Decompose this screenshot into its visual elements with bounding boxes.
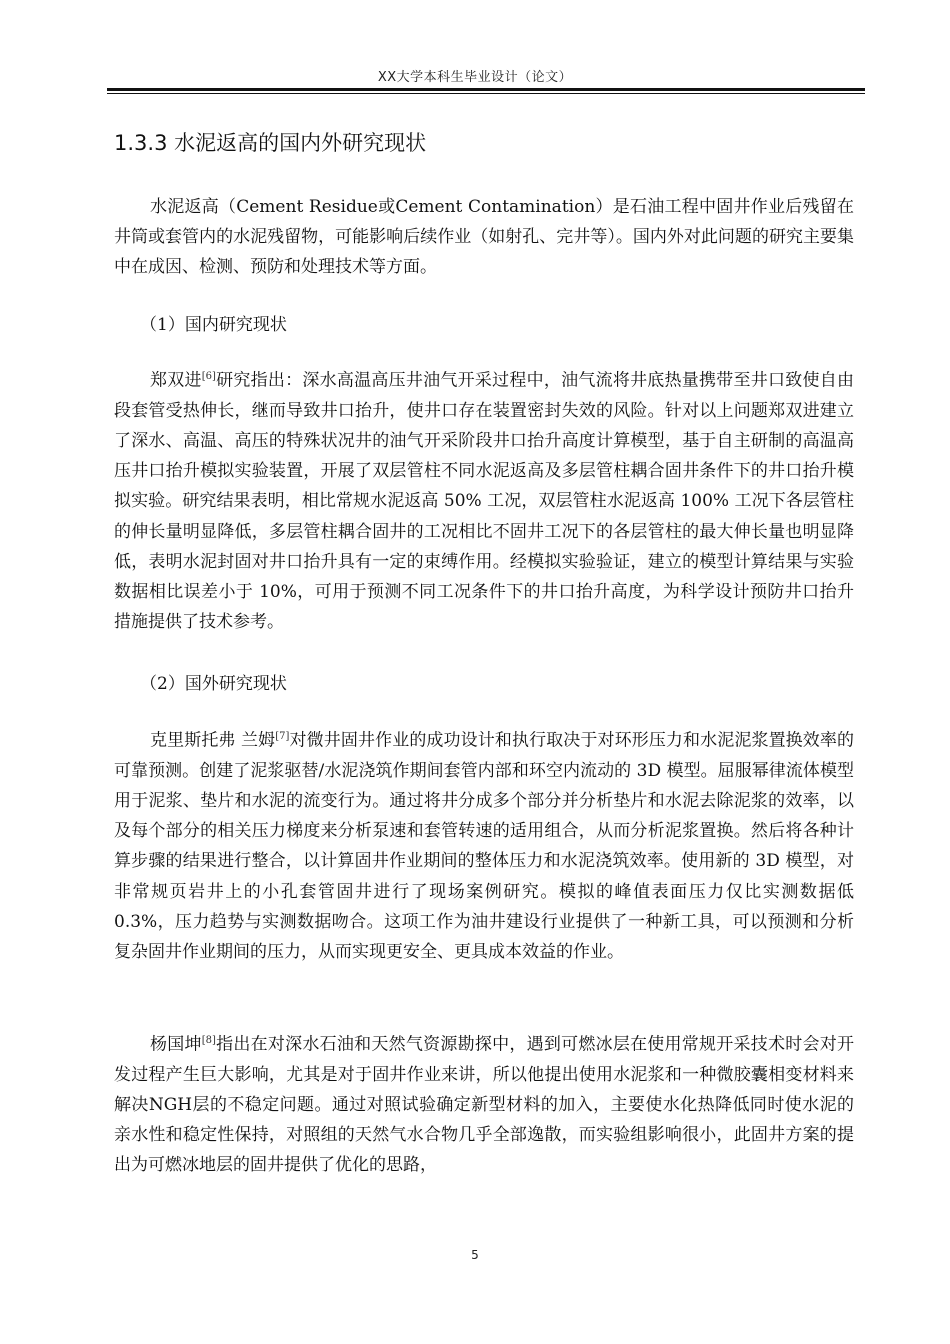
page-number: 5	[471, 1248, 479, 1262]
third-paragraph	[114, 1026, 854, 1181]
section-heading: 1.3.3 水泥返高的国内外研究现状	[114, 131, 427, 155]
intro-paragraph: 水泥返高（Cement Residue或Cement Contamination）是石油工程中固井作业后残留在井筒或套管内的水泥残留物，可能影响后续作业（如射孔、完井等）。国内外对此问题的研究主要集中在成因、检测、预防和处理技术等方面。	[114, 197, 854, 278]
header-rule-thick	[107, 88, 865, 91]
domestic-author: 郑双进	[150, 370, 202, 391]
domestic-paragraph	[114, 362, 854, 637]
third-body: 指出在对深水石油和天然气资源勘探中，遇到可燃冰层在使用常规开采技术时会对开发过程产生巨大影响，尤其是对于固井作业来讲，所以他提出使用水泥浆和一种微胶囊相变材料来解决NGH层的不稳定问题。通过对照试验确定新型材料的加入，主要使水化热降低同时使水泥的亲水性和稳定性保持，对照组的天然气水合物几乎全部逸散，而实验组影响很小，此固井方案的提出为可燃冰地层的固井提供了优化的思路，	[114, 1034, 855, 1176]
foreign-body: 对微井固井作业的成功设计和执行取决于对环形压力和水泥泥浆置换效率的可靠预测。创建了泥浆驱替/水泥浇筑作期间套管内部和环空内流动的 3D 模型。屈服幂律流体模型用于泥浆、垫片和水泥的流变行为。通过将井分成多个部分并分析垫片和水泥去除泥浆的效率，以及每个部分的相关压力梯度来分析泵速和套管转速的适用组合，从而分析泥浆置换。然后将各种计算步骤的结果进行整合，以计算固井作业期间的整体压力和水泥浇筑效率。使用新的 3D 模型，对非常规页岩井上的小孔套管固井进行了现场案例研究。模拟的峰值表面压力仅比实测数据低 0.3%，压力趋势与实测数据吻合。这项工作为油井建设行业提供了一种新工具，可以预测和分析复杂固井作业期间的压力，从而实现更安全、更具成本效益的作业。	[114, 730, 855, 963]
header-rule-thin	[107, 93, 865, 94]
running-header: XX大学本科生毕业设计（论文）	[377, 70, 573, 85]
third-author: 杨国坤	[150, 1034, 202, 1055]
foreign-paragraph	[114, 722, 854, 967]
domestic-body: 研究指出：深水高温高压井油气开采过程中，油气流将井底热量携带至井口致使自由段套管受热伸长，继而导致井口抬升，使井口存在装置密封失效的风险。针对以上问题郑双进建立了深水、高温、高压的特殊状况井的油气开采阶段井口抬升高度计算模型，基于自主研制的高温高压井口抬升模拟实验装置，开展了双层管柱不同水泥返高及多层管柱耦合固井条件下的井口抬升模拟实验。研究结果表明，相比常规水泥返高 50% 工况，双层管柱水泥返高 100% 工况下各层管柱的伸长量明显降低，多层管柱耦合固井的工况相比不固井工况下的各层管柱的最大伸长量也明显降低，表明水泥封固对井口抬升具有一定的束缚作用。经模拟实验验证，建立的模型计算结果与实验数据相比误差小于 10%，可用于预测不同工况条件下的井口抬升高度，为科学设计预防井口抬升措施提供了技术参考。	[114, 370, 855, 633]
citation-7: [7]	[275, 731, 290, 742]
citation-6: [6]	[201, 371, 216, 382]
domestic-subheading: （1）国内研究现状	[140, 315, 287, 335]
foreign-subheading: （2）国外研究现状	[140, 674, 287, 694]
citation-8: [8]	[201, 1035, 216, 1046]
foreign-author: 克里斯托弗 兰姆	[150, 730, 276, 751]
